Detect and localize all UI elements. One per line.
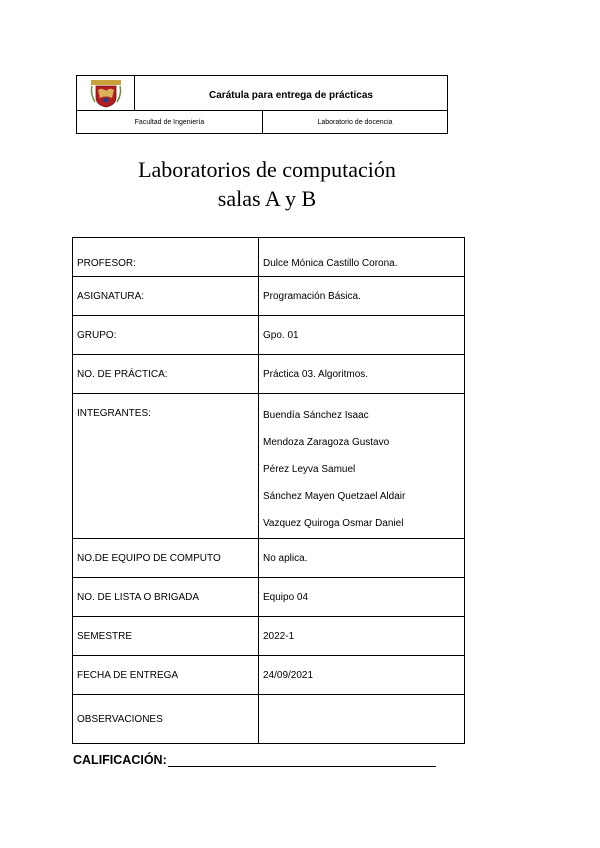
value-asignatura: Programación Básica. bbox=[259, 277, 465, 316]
label-practica: NO. DE PRÁCTICA: bbox=[73, 355, 259, 394]
page-title-line1: Laboratorios de computación bbox=[138, 157, 396, 182]
info-table bbox=[72, 237, 465, 744]
page-title bbox=[0, 155, 534, 213]
member-name: Buendía Sánchez Isaac bbox=[263, 410, 369, 421]
logo-emblem bbox=[103, 98, 108, 103]
value-lista-brigada: Equipo 04 bbox=[259, 578, 465, 617]
row-equipo-computo bbox=[73, 539, 465, 578]
value-fecha: 24/09/2021 bbox=[259, 656, 465, 695]
member-name: Sánchez Mayen Quetzael Aldair bbox=[263, 491, 406, 502]
header-block bbox=[76, 75, 448, 134]
calificacion-line bbox=[168, 752, 436, 767]
label-lista-brigada: NO. DE LISTA O BRIGADA bbox=[73, 578, 259, 617]
value-grupo: Gpo. 01 bbox=[259, 316, 465, 355]
header-title: Carátula para entrega de prácticas bbox=[209, 89, 373, 101]
member-name: Pérez Leyva Samuel bbox=[263, 464, 356, 475]
row-asignatura bbox=[73, 277, 465, 316]
label-grupo: GRUPO: bbox=[73, 316, 259, 355]
label-fecha: FECHA DE ENTREGA bbox=[73, 656, 259, 695]
logo-leaf-left bbox=[91, 86, 95, 102]
value-equipo-computo: No aplica. bbox=[259, 539, 465, 578]
member-name: Vazquez Quiroga Osmar Daniel bbox=[263, 518, 404, 529]
row-fecha bbox=[73, 656, 465, 695]
row-semestre bbox=[73, 617, 465, 656]
value-observaciones bbox=[259, 695, 465, 744]
header-faculty: Facultad de Ingeniería bbox=[77, 111, 263, 134]
member-name: Mendoza Zaragoza Gustavo bbox=[263, 437, 390, 448]
label-semestre: SEMESTRE bbox=[73, 617, 259, 656]
label-equipo-computo: NO.DE EQUIPO DE COMPUTO bbox=[73, 539, 259, 578]
row-integrantes bbox=[73, 394, 465, 539]
header-lab: Laboratorio de docencia bbox=[317, 119, 393, 126]
calificacion-label: CALIFICACIÓN: bbox=[73, 753, 167, 767]
logo-banner bbox=[91, 80, 121, 85]
unam-shield-logo-icon bbox=[89, 78, 123, 108]
logo-cell bbox=[77, 76, 135, 110]
label-asignatura: ASIGNATURA: bbox=[73, 277, 259, 316]
label-integrantes: INTEGRANTES: bbox=[73, 394, 259, 539]
value-practica: Práctica 03. Algoritmos. bbox=[259, 355, 465, 394]
row-practica bbox=[73, 355, 465, 394]
value-semestre: 2022-1 bbox=[259, 617, 465, 656]
label-observaciones: OBSERVACIONES bbox=[73, 695, 259, 744]
row-profesor bbox=[73, 238, 465, 277]
row-observaciones bbox=[73, 695, 465, 744]
calificacion bbox=[73, 752, 436, 767]
label-profesor: PROFESOR: bbox=[73, 238, 259, 277]
logo-leaf-right bbox=[117, 86, 121, 102]
row-grupo bbox=[73, 316, 465, 355]
page-title-line2: salas A y B bbox=[217, 186, 317, 211]
value-integrantes bbox=[259, 394, 465, 539]
row-lista-brigada bbox=[73, 578, 465, 617]
value-profesor: Dulce Mónica Castillo Corona. bbox=[259, 238, 465, 277]
